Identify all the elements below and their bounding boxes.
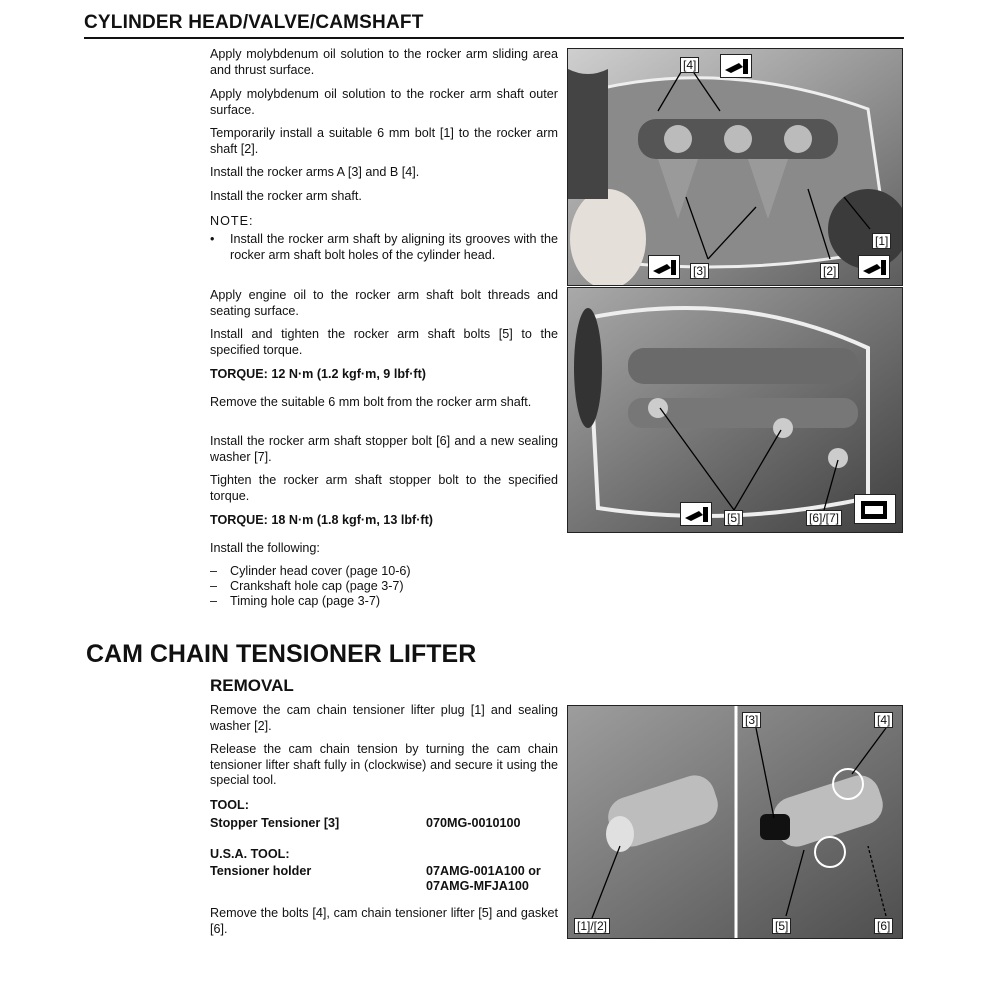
photo-tensioner-lifter [567, 705, 903, 939]
instruction-p6: Apply engine oil to the rocker arm shaft bolt threads and seating surface. [210, 288, 558, 318]
instruction-p11: Install the following: [210, 541, 320, 555]
callout-stopper-bolt-washer: [6]/[7] [806, 510, 842, 526]
instruction-p5: Install the rocker arm shaft. [210, 189, 362, 203]
instruction-p4: Install the rocker arms A [3] and B [4]. [210, 165, 420, 179]
instruction-p8: Remove the suitable 6 mm bolt from the rocker arm shaft. [210, 395, 532, 409]
list-item [210, 594, 558, 609]
callout-stopper-tool: [3] [742, 712, 761, 728]
callout-rocker-arm-b: [4] [680, 57, 699, 73]
callout-shaft-bolts: [5] [724, 510, 743, 526]
list-item [210, 579, 558, 594]
list-item-text: Timing hole cap (page 3-7) [230, 594, 381, 608]
tool-name: Stopper Tensioner [3] [210, 816, 340, 830]
instruction-p2: Apply molybdenum oil solution to the rocker arm shaft outer surface. [210, 87, 558, 117]
instruction-p1: Apply molybdenum oil solution to the rocker arm sliding area and thrust surface. [210, 47, 558, 77]
bullet-mark: • [210, 232, 215, 246]
callout-rocker-shaft: [2] [820, 263, 839, 279]
engine-photo-illustration [568, 706, 902, 938]
oil-can-icon [720, 54, 752, 78]
photo-rocker-arm-install [567, 48, 903, 286]
tool-heading: TOOL: [210, 798, 249, 812]
torque-spec-1: TORQUE: 12 N·m (1.2 kgf·m, 9 lbf·ft) [210, 367, 426, 381]
sub-title: REMOVAL [210, 676, 294, 695]
callout-gasket: [6] [874, 918, 893, 934]
callout-lifter: [5] [772, 918, 791, 934]
new-part-icon [854, 494, 896, 524]
oil-can-icon [858, 255, 890, 279]
removal-p2: Release the cam chain tension by turning the cam chain tensioner lifter shaft fully in (clockwise) and secure it using the special tool. [210, 742, 558, 787]
callout-bolt: [1] [872, 233, 891, 249]
page-header-title: CYLINDER HEAD/VALVE/CAMSHAFT [84, 12, 424, 33]
oil-can-icon [680, 502, 712, 526]
instruction-p9: Install the rocker arm shaft stopper bolt [6] and a new sealing washer [7]. [210, 434, 558, 464]
instruction-p7: Install and tighten the rocker arm shaft bolts [5] to the specified torque. [210, 327, 558, 357]
header-rule [84, 37, 904, 39]
engine-photo-illustration [568, 49, 902, 285]
list-item [210, 564, 558, 579]
engine-photo-illustration [568, 288, 902, 532]
callout-plug-washer: [1]/[2] [574, 918, 610, 934]
tool-row [210, 816, 560, 831]
instruction-p3: Temporarily install a suitable 6 mm bolt [1] to the rocker arm shaft [2]. [210, 126, 558, 156]
callout-rocker-arm-a: [3] [690, 263, 709, 279]
usa-tool-heading: U.S.A. TOOL: [210, 847, 290, 861]
note-text: Install the rocker arm shaft by aligning its grooves with the rocker arm shaft bolt holes of the cylinder head. [230, 232, 558, 262]
oil-can-icon [648, 255, 680, 279]
usa-tool-number-1: 07AMG-001A100 or [426, 864, 541, 878]
install-list [210, 564, 558, 609]
usa-tool-row [210, 864, 560, 879]
torque-spec-2: TORQUE: 18 N·m (1.8 kgf·m, 13 lbf·ft) [210, 513, 433, 527]
removal-p3: Remove the bolts [4], cam chain tensioner lifter [5] and gasket [6]. [210, 906, 558, 936]
instruction-p10: Tighten the rocker arm shaft stopper bolt to the specified torque. [210, 473, 558, 503]
note-bullet [210, 232, 558, 263]
list-dash: – [210, 579, 218, 593]
list-dash: – [210, 594, 218, 608]
photo-shaft-bolts [567, 287, 903, 533]
list-item-text: Cylinder head cover (page 10-6) [230, 564, 411, 578]
usa-tool-name: Tensioner holder [210, 864, 312, 878]
tool-number: 070MG-0010100 [426, 816, 521, 830]
section-title: CAM CHAIN TENSIONER LIFTER [86, 640, 477, 668]
callout-bolts: [4] [874, 712, 893, 728]
note-heading: NOTE: [210, 214, 254, 228]
removal-p1: Remove the cam chain tensioner lifter plug [1] and sealing washer [2]. [210, 703, 558, 733]
list-dash: – [210, 564, 218, 578]
usa-tool-number-2: 07AMG-MFJA100 [426, 879, 529, 893]
list-item-text: Crankshaft hole cap (page 3-7) [230, 579, 404, 593]
